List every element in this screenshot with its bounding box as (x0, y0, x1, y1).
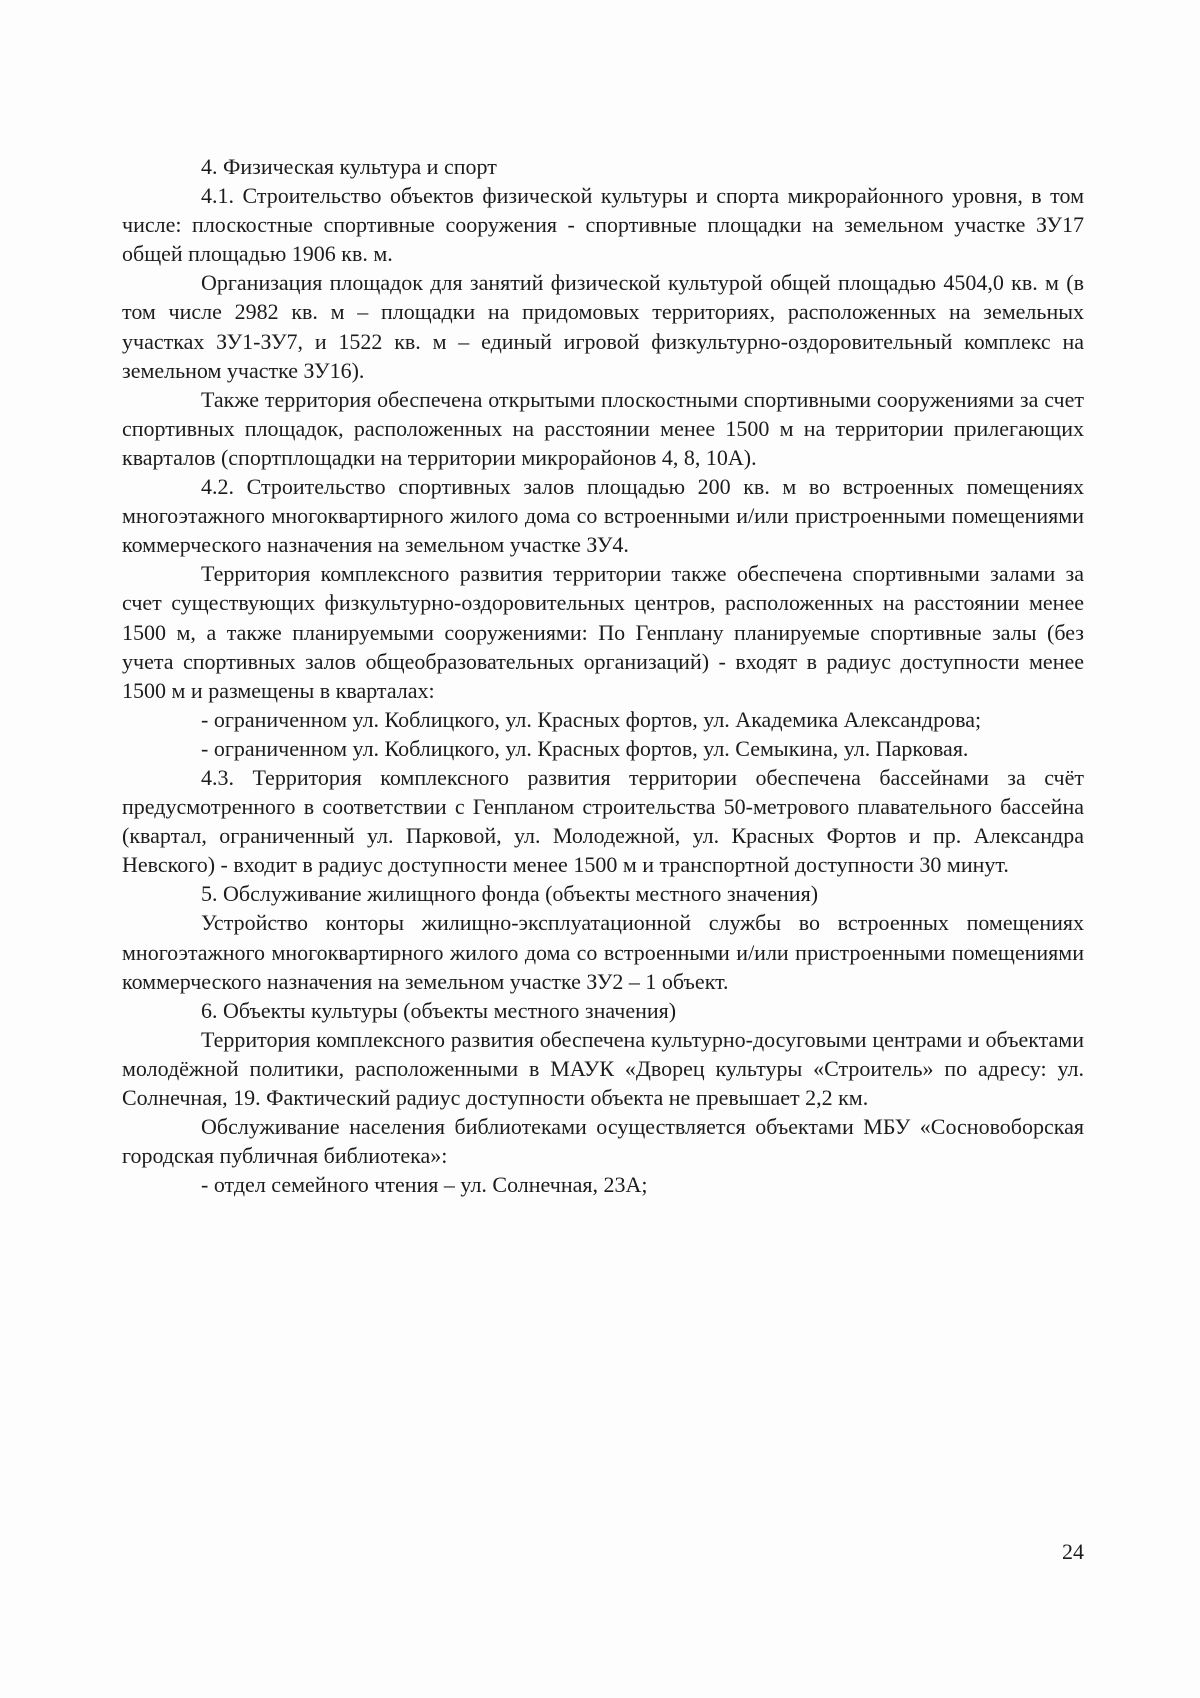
paragraph-libraries: Обслуживание населения библиотеками осуществляется объектами МБУ «Сосновоборская городская публичная библиотека»: (122, 1114, 1084, 1169)
paragraph-4-2: 4.2. Строительство спортивных залов площадью 200 кв. м во встроенных помещениях многоэтажного многоквартирного жилого дома со встроенными и/или пристроенными помещениями коммерческого назначения на земельном участке ЗУ4. (122, 474, 1084, 558)
paragraph-playgrounds: Организация площадок для занятий физической культурой общей площадью 4504,0 кв. м (в том числе 2982 кв. м – площадки на придомовых территориях, расположенных на земельных участках ЗУ1-ЗУ7, и 1522 кв. м – единый игровой физкультурно-оздоровительный комплекс на земельном участке ЗУ16). (122, 270, 1084, 383)
heading-section-6: 6. Объекты культуры (объекты местного значения) (201, 997, 677, 1023)
heading-section-4: 4. Физическая культура и спорт (201, 154, 497, 179)
heading-section-5: 5. Обслуживание жилищного фонда (объекты местного значения) (201, 881, 819, 907)
list-item-quarter-1: - ограниченном ул. Коблицкого, ул. Красных фортов, ул. Академика Александрова; (201, 706, 982, 732)
paragraph-housing-office: Устройство конторы жилищно-эксплуатационной службы во встроенных помещениях многоэтажного многоквартирного жилого дома со встроенными и/или пристроенными помещениями коммерческого назначения на земельном участке ЗУ2 – 1 объект. (122, 910, 1084, 994)
paragraph-sports-halls: Территория комплексного развития территории также обеспечена спортивными залами за счет существующих физкультурно-оздоровительных центров, расположенных на расстоянии менее 1500 м, а также планируемыми сооружениями: По Генплану планируемые спортивные залы (без учета спортивных залов общеобразовательных организаций) - входят в радиус доступности менее 1500 м и размещены в кварталах: (122, 561, 1084, 703)
paragraph-4-1: 4.1. Строительство объектов физической культуры и спорта микрорайонного уровня, в том числе: плоскостные спортивные сооружения - спортивные площадки на земельном участке ЗУ17 общей площадью 1906 кв. м. (122, 183, 1084, 267)
list-item-quarter-2: - ограниченном ул. Коблицкого, ул. Красных фортов, ул. Семыкина, ул. Парковая. (201, 735, 969, 761)
paragraph-open-facilities: Также территория обеспечена открытыми плоскостными спортивными сооружениями за счет спортивных площадок, расположенных на расстоянии менее 1500 м на территории прилегающих кварталов (спортплощадки на территории микрорайонов 4, 8, 10А). (122, 386, 1084, 470)
paragraph-4-3: 4.3. Территория комплексного развития территории обеспечена бассейнами за счёт предусмотренного в соответствии с Генпланом строительства 50-метрового плавательного бассейна (квартал, ограниченный ул. Парковой, ул. Молодежной, ул. Красных Фортов и пр. Александра Невского) - входит в радиус доступности менее 1500 м и транспортной доступности 30 минут. (122, 764, 1084, 878)
list-item-family-reading: - отдел семейного чтения – ул. Солнечная, 23А; (201, 1172, 648, 1198)
document-body (122, 152, 1084, 1199)
page-number: 24 (1062, 1539, 1084, 1564)
paragraph-culture-centers: Территория комплексного развития обеспечена культурно-досуговыми центрами и объектами молодёжной политики, расположенными в МАУК «Дворец культуры «Строитель» по адресу: ул. Солнечная, 19. Фактический радиус доступности объекта не превышает 2,2 км. (122, 1026, 1084, 1110)
